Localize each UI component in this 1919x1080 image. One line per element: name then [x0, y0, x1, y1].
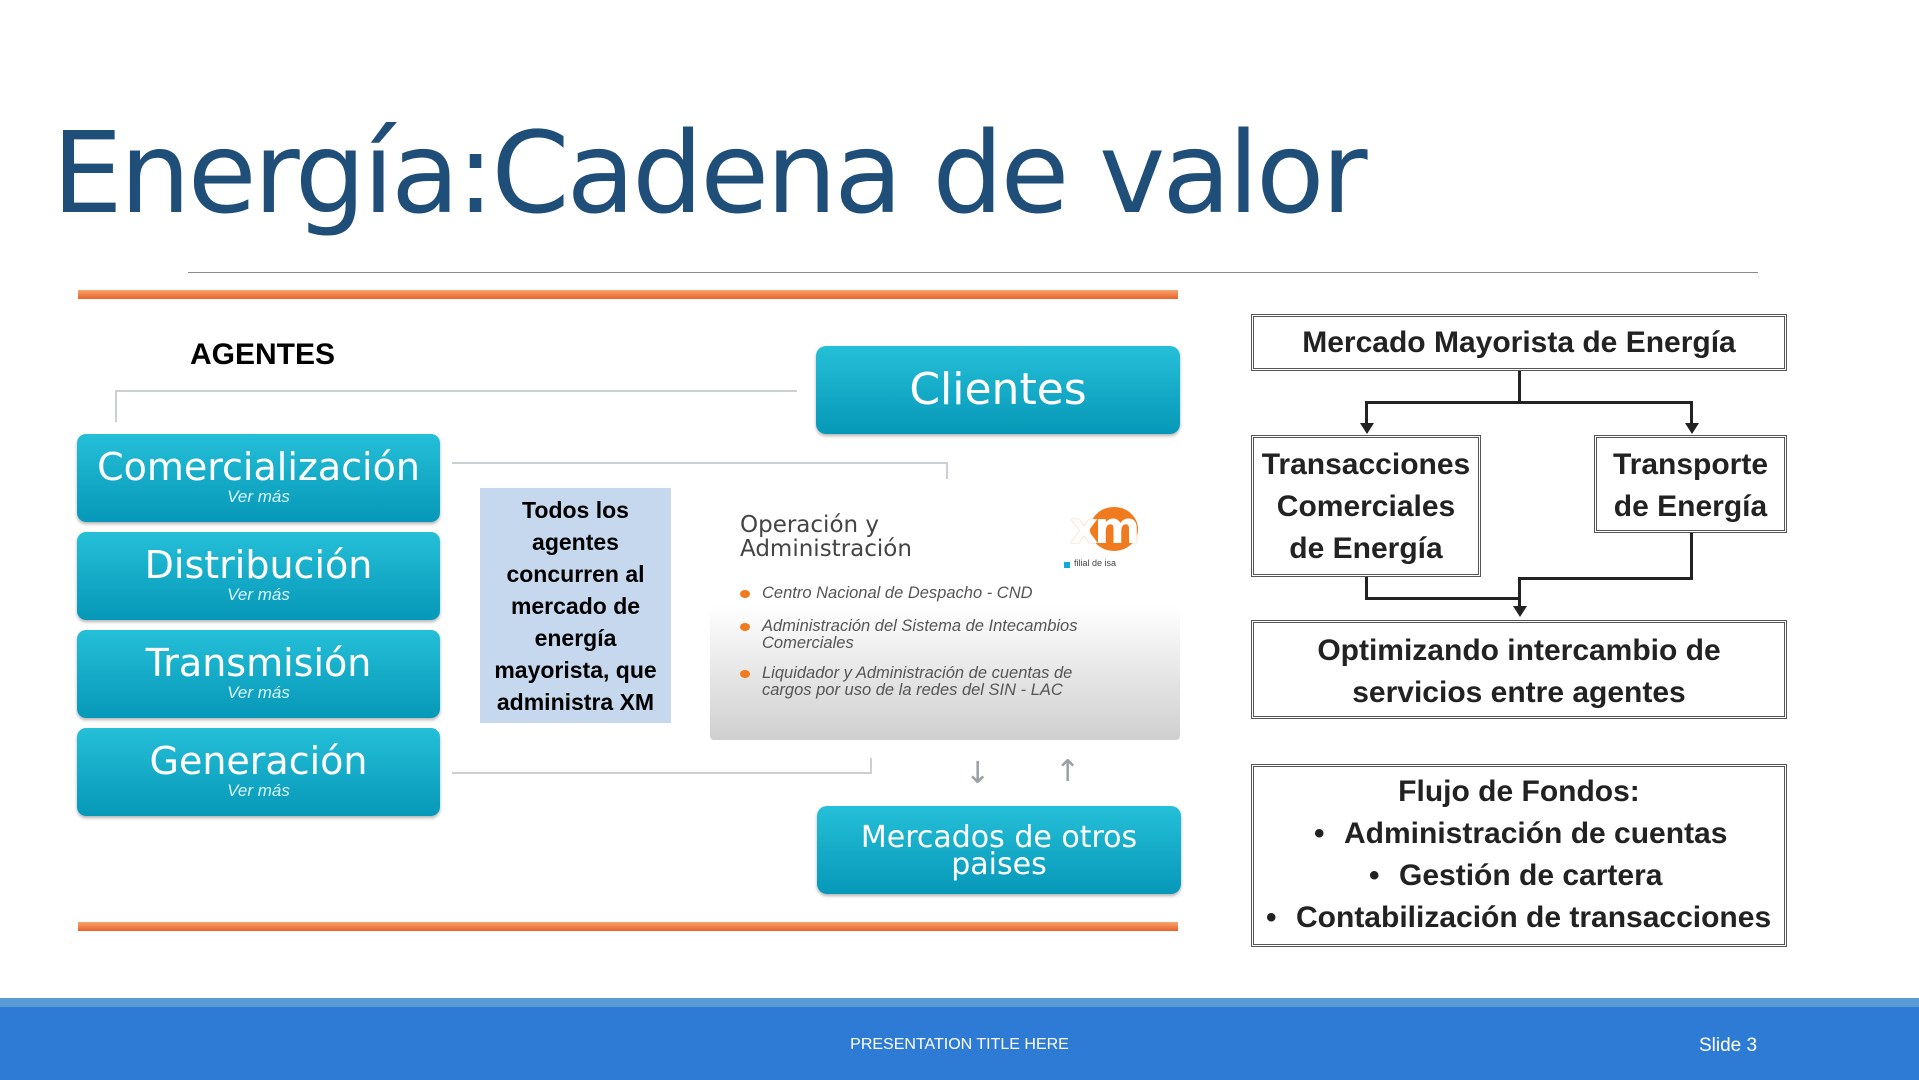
bullet-icon: •: [1314, 817, 1325, 850]
operacion-title-line1: Operación y: [740, 512, 880, 538]
slide-number: Slide 3: [1699, 1035, 1758, 1056]
comercializacion-ver-mas[interactable]: Ver más: [227, 487, 290, 506]
operacion-panel: [710, 495, 1180, 740]
top-orange-bar: [78, 290, 1178, 299]
arrow-down-icon: [1685, 423, 1699, 434]
ops-item-line: Liquidador y Administración de cuentas de: [762, 664, 1073, 682]
arrow-down-icon: [1360, 423, 1374, 434]
ops-item-line: Centro Nacional de Despacho - CND: [762, 584, 1033, 602]
flujo-fondos-box: [1251, 764, 1787, 947]
ops-item-lac: [740, 665, 1072, 699]
flujo-title: Flujo de Fondos:: [1398, 775, 1640, 808]
transporte-line: Transporte: [1612, 448, 1769, 481]
xm-logo-text: xm: [1070, 503, 1137, 554]
optimizando-box: [1251, 620, 1787, 719]
note-line: Todos los: [522, 497, 629, 523]
generacion-connector: [452, 758, 872, 774]
transporte-box: [1594, 435, 1787, 533]
connector: [1518, 577, 1693, 580]
flujo-item: [1254, 813, 1784, 855]
bullet-icon: •: [1369, 859, 1380, 892]
connector: [1518, 577, 1521, 607]
title-divider: [188, 272, 1758, 273]
agentes-label: AGENTES: [190, 338, 336, 371]
transacciones-line: Comerciales: [1276, 490, 1456, 523]
comercializacion-label: Comercialización: [97, 445, 420, 489]
transporte-line: de Energía: [1613, 490, 1768, 523]
agentes-bracket: [115, 390, 797, 422]
flujo-item: [1254, 897, 1784, 939]
note-line: agentes: [532, 529, 619, 555]
transmision-ver-mas[interactable]: Ver más: [227, 683, 290, 702]
transmision-label: Transmisión: [145, 641, 372, 685]
operacion-title: [740, 513, 912, 561]
connector: [1690, 401, 1693, 423]
generacion-ver-mas[interactable]: Ver más: [227, 781, 290, 800]
optimizando-line: servicios entre agentes: [1352, 676, 1686, 709]
flujo-item-text: Administración de cuentas: [1344, 817, 1728, 850]
arrow-up-icon: ↑: [1055, 754, 1081, 789]
flujo-item-text: Contabilización de transacciones: [1296, 901, 1772, 934]
generacion-button[interactable]: [77, 728, 440, 816]
transmision-button[interactable]: [77, 630, 440, 718]
comercializacion-button[interactable]: [77, 434, 440, 522]
ops-item-line: Comerciales: [762, 634, 854, 652]
xm-logo: [1062, 503, 1152, 568]
mercados-otros-paises-button[interactable]: [817, 806, 1181, 894]
generacion-label: Generación: [149, 739, 368, 783]
distribucion-button[interactable]: [77, 532, 440, 620]
footer-accent-bar: [0, 998, 1919, 1007]
xm-logo-square: [1064, 562, 1070, 568]
xm-logo-sub: filial de isa: [1074, 558, 1117, 568]
arrow-down-icon: ↓: [965, 756, 991, 791]
flujo-item-text: Gestión de cartera: [1399, 859, 1663, 892]
connector: [1365, 597, 1521, 600]
optimizando-line: Optimizando intercambio de: [1317, 634, 1721, 667]
ops-item-cnd: [740, 585, 1033, 602]
slide-title: Energía:Cadena de valor: [52, 109, 1365, 239]
agentes-note: [480, 488, 671, 723]
distribucion-label: Distribución: [144, 543, 373, 587]
connector: [1365, 577, 1368, 599]
transacciones-line: de Energía: [1289, 532, 1443, 565]
note-line: mayorista, que: [494, 657, 657, 683]
connector: [1365, 401, 1693, 404]
arrow-down-icon: [1513, 606, 1527, 617]
clientes-button[interactable]: [816, 346, 1180, 434]
note-line: administra XM: [496, 689, 655, 715]
note-line: concurren al: [506, 561, 645, 587]
comercializacion-connector: [452, 462, 948, 479]
mercados-otros-line2: paises: [951, 847, 1047, 882]
transacciones-box: [1251, 435, 1481, 577]
connector: [1365, 401, 1368, 423]
ops-item-line: Administración del Sistema de Intecambios: [762, 617, 1078, 635]
ops-item-asic: [740, 618, 1077, 652]
presentation-title: PRESENTATION TITLE HERE: [850, 1036, 1069, 1053]
bullet-icon: •: [1266, 901, 1277, 934]
connector: [1690, 533, 1693, 579]
connector: [1518, 371, 1521, 402]
transacciones-line: Transacciones: [1261, 448, 1471, 481]
clientes-label: Clientes: [909, 364, 1087, 415]
ops-item-line: cargos por uso de la redes del SIN - LAC: [762, 681, 1063, 699]
operacion-title-line2: Administración: [740, 536, 912, 562]
flujo-item: [1254, 855, 1784, 897]
note-line: energía: [534, 625, 617, 651]
distribucion-ver-mas[interactable]: Ver más: [227, 585, 290, 604]
bottom-orange-bar: [78, 922, 1178, 931]
mercado-mayorista-box: Mercado Mayorista de Energía: [1251, 314, 1787, 371]
note-line: mercado de: [510, 593, 641, 619]
mercados-otros-line1: Mercados de otros: [860, 820, 1138, 855]
